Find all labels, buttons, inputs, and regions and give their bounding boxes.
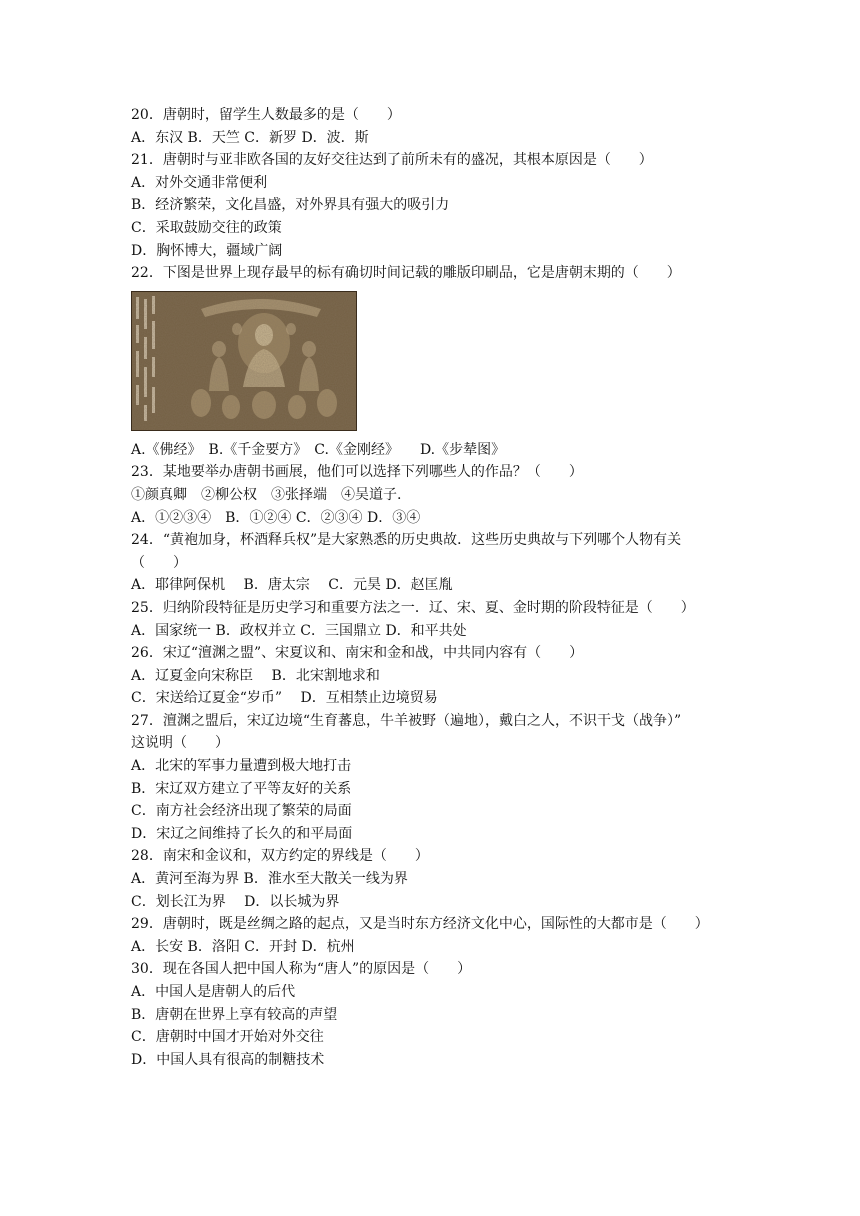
question-30-stem: 30．现在各国人把中国人称为“唐人”的原因是（ ） [131, 961, 472, 978]
question-21-option-c: C．采取鼓励交往的政策 [131, 219, 282, 236]
question-26-options-1: A．辽夏金向宋称臣 B．北宋割地求和 [131, 667, 380, 684]
diamond-sutra-print-image [131, 291, 357, 431]
question-21-option-a: A．对外交通非常便利 [131, 174, 268, 191]
question-27-option-c: C．南方社会经济出现了繁荣的局面 [131, 803, 352, 820]
question-26-stem: 26．宋辽“澶渊之盟”、宋夏议和、南宋和金和战，中共同内容有（ ） [131, 645, 584, 662]
question-28-stem: 28．南宋和金议和，双方约定的界线是（ ） [131, 848, 429, 865]
question-26-options-2: C．宋送给辽夏金“岁币” D．互相禁止边境贸易 [131, 690, 438, 707]
question-29-stem: 29．唐朝时，既是丝绸之路的起点，又是当时东方经济文化中心，国际性的大都市是（ ） [131, 916, 709, 933]
question-30-option-d: D．中国人具有很高的制糖技术 [131, 1051, 325, 1068]
question-27-stem-cont: 这说明（ ） [131, 735, 229, 752]
question-23-items: ①颜真卿 ②柳公权 ③张择端 ④吴道子. [131, 486, 402, 503]
woodblock-print-illustration [131, 291, 357, 431]
question-23-stem: 23．某地要举办唐朝书画展，他们可以选择下列哪些人的作品？（ ） [131, 464, 583, 481]
question-24-stem-cont: （ ） [131, 554, 187, 571]
question-27-stem: 27．澶渊之盟后，宋辽边境“生育蕃息，牛羊被野（遍地），戴白之人，不识干戈（战争）” [131, 712, 682, 729]
question-30-option-a: A．中国人是唐朝人的后代 [131, 984, 296, 1000]
question-23-options: A．①②③④ B．①②④ C．②③④ D．③④ [131, 509, 421, 526]
question-25-stem: 25．归纳阶段特征是历史学习和重要方法之一．辽、宋、夏、金时期的阶段特征是（ ） [131, 599, 695, 616]
question-27-option-a: A．北宋的军事力量遭到极大地打击 [131, 758, 352, 775]
question-28-options-1: A．黄河至海为界 B．淮水至大散关一线为界 [131, 871, 408, 888]
question-20-stem: 20．唐朝时，留学生人数最多的是（ ） [131, 107, 401, 123]
question-21-option-d: D．胸怀博大，疆域广阔 [131, 242, 283, 259]
question-24-options: A．耶律阿保机 B．唐太宗 C．元昊 D．赵匡胤 [131, 577, 453, 594]
question-30-option-c: C．唐朝时中国才开始对外交往 [131, 1029, 324, 1046]
question-27-option-d: D．宋辽之间维持了长久的和平局面 [131, 825, 353, 842]
question-list [131, 104, 741, 1071]
question-22-stem: 22．下图是世界上现存最早的标有确切时间记载的雕版印刷品，它是唐朝末期的（ ） [131, 265, 681, 282]
question-27-option-b: B．宋辽双方建立了平等友好的关系 [131, 780, 352, 797]
question-21-option-b: B．经济繁荣，文化昌盛，对外界具有强大的吸引力 [131, 197, 450, 214]
question-24-stem: 24．“黄袍加身，杯酒释兵权”是大家熟悉的历史典故．这些历史典故与下列哪个人物有关 [131, 532, 682, 549]
question-20-options: A．东汉 B．天竺 C．新罗 D．波．斯 [131, 129, 369, 146]
question-25-options: A．国家统一 B．政权并立 C．三国鼎立 D．和平共处 [131, 622, 467, 639]
question-30-option-b: B．唐朝在世界上享有较高的声望 [131, 1006, 338, 1023]
question-22-options: A.《佛经》 B.《千金要方》 C.《金刚经》 D.《步辇图》 [131, 441, 506, 458]
question-29-options: A．长安 B．洛阳 C．开封 D．杭州 [131, 938, 355, 955]
question-28-options-2: C．划长江为界 D．以长城为界 [131, 893, 340, 910]
question-21-stem: 21．唐朝时与亚非欧各国的友好交往达到了前所未有的盛况，其根本原因是（ ） [131, 152, 653, 169]
